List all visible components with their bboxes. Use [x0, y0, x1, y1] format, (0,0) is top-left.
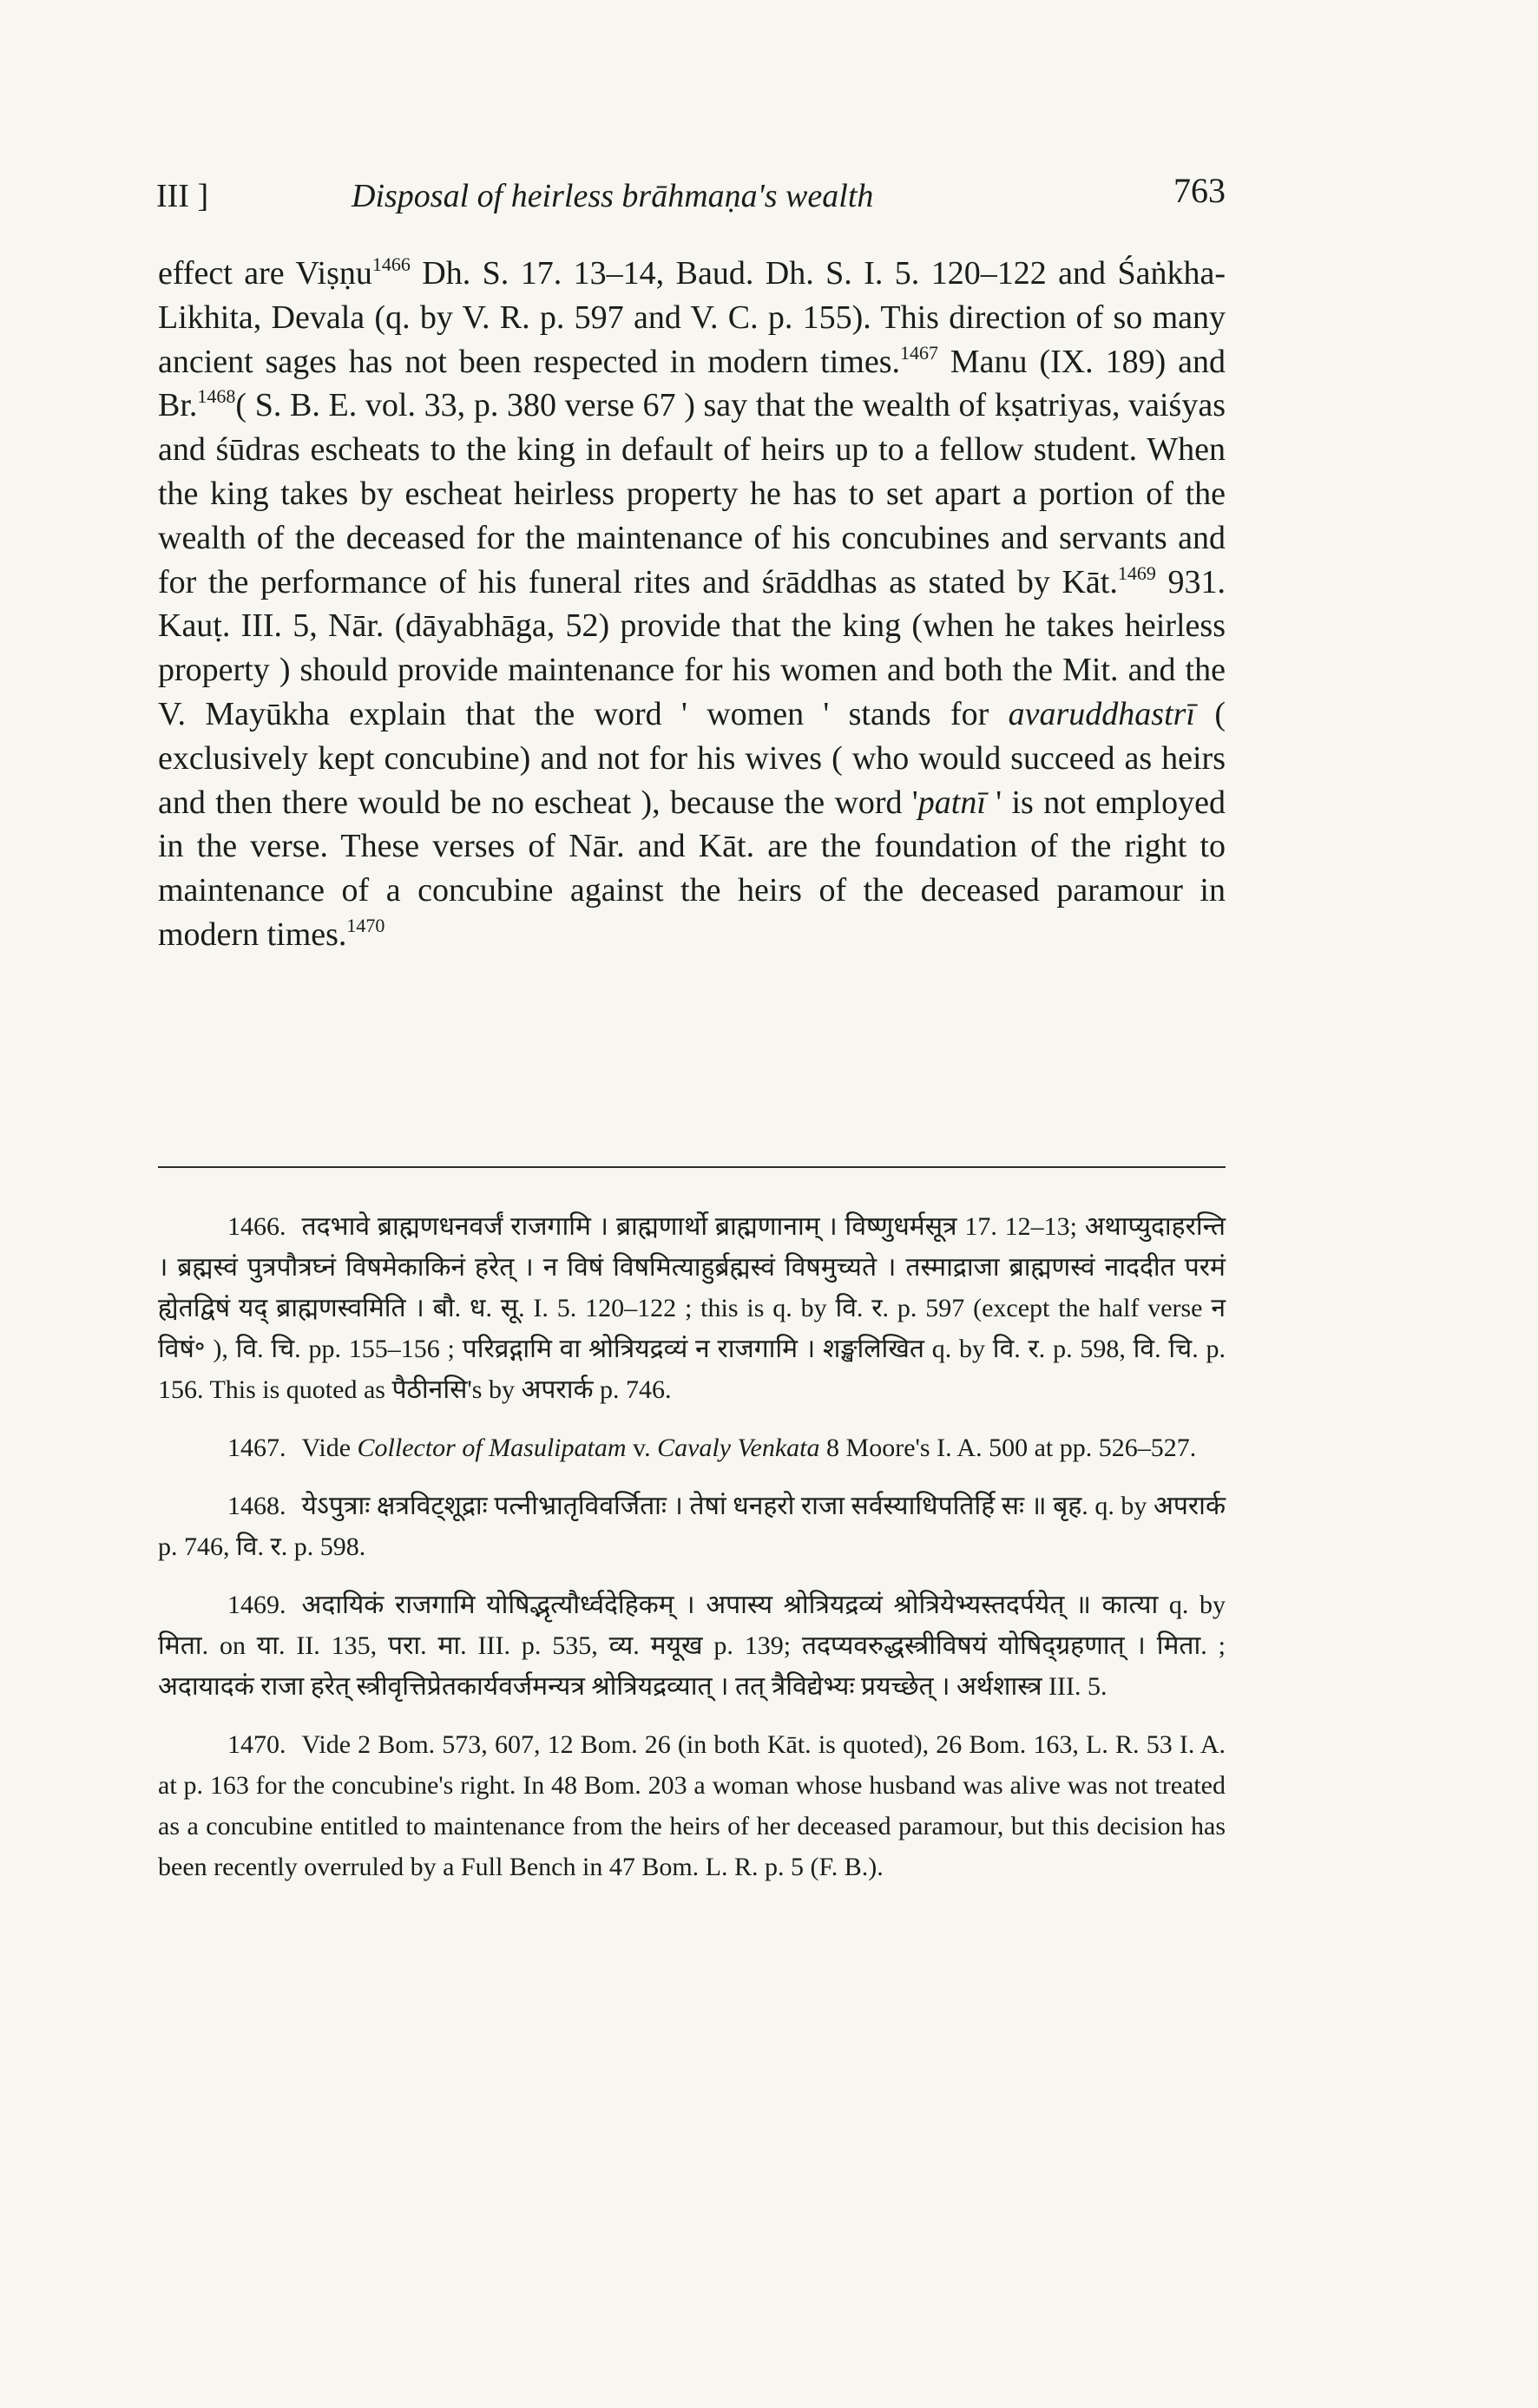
- footnote-text: तदभावे ब्राह्मणधनवर्जं राजगामि । ब्राह्मणार्थो ब्राह्मणानाम् । विष्णुधर्मसूत्र 17. 12–13; अथाप्युदाहरन्ति । ब्रह्मस्वं पुत्रपौत्रघ्नं विषमेकाकिनं हरेत् । न विषं विषमित्याहुर्ब्रह्मस्वं विषमुच्यते । तस्माद्राजा ब्राह्मणस्वं नाददीत परमं ह्येतद्विषं यद् ब्राह्मणस्वमिति । बौ. ध. सू. I. 5. 120–122 ; this is q. by वि. र. p. 597 (except the half verse न विषं॰ ), वि. चि. pp. 155–156 ; परिव्रद्गामि वा श्रोत्रियद्रव्यं न राजगामि । शङ्खलिखित q. by वि. र. p. 598, वि. चि. p. 156. This is quoted as पैठीनसि's by अपरार्क p. 746.: [158, 1212, 1226, 1404]
- running-title: Disposal of heirless brāhmaṇa's wealth: [352, 178, 874, 214]
- term-patni: patnī: [917, 784, 986, 821]
- footnote-number: 1466.: [227, 1212, 286, 1241]
- term-avaruddhastri: avaruddhastrī: [1008, 695, 1195, 732]
- footnote-number: 1469.: [227, 1591, 286, 1619]
- main-paragraph: [158, 252, 1226, 957]
- footnote-text: Vide: [301, 1434, 358, 1462]
- body-text-1: effect are Viṣṇu: [158, 255, 372, 292]
- case-name-2: Cavaly Venkata: [657, 1434, 820, 1462]
- body-text-2: Dh. S. 17. 13–14, Baud. Dh. S. I. 5. 120–122 and Śaṅkha-Likhita, Devala (q. by V. R. p. 597 and V. C. p. 155). This direction of so many ancient sages has not been respected in modern times.: [158, 255, 1226, 380]
- footnote-1470: [158, 1724, 1226, 1887]
- footnote-ref-1467[interactable]: 1467: [900, 341, 938, 364]
- footnote-number: 1470.: [227, 1730, 286, 1759]
- footnotes: [158, 1206, 1226, 1905]
- footnote-text: v.: [626, 1434, 658, 1462]
- footnote-ref-1466[interactable]: 1466: [371, 253, 411, 275]
- page-number: 763: [1173, 171, 1226, 210]
- footnote-text: अदायिकं राजगामि योषिद्भृत्यौर्ध्वदेहिकम् । अपास्य श्रोत्रियद्रव्यं श्रोत्रियेभ्यस्तदर्पयेत् ॥ कात्या q. by मिता. on या. II. 135, परा. मा. III. p. 535, व्य. मयूख p. 139; तदप्यवरुद्धस्त्रीविषयं योषिद्ग्रहणात् । मिता. ; अदायादकं राजा हरेत् स्त्रीवृत्तिप्रेतकार्यवर्जमन्यत्र श्रोत्रियद्रव्यात् । तत् त्रैविद्येभ्यः प्रयच्छेत् । अर्थशास्त्र III. 5.: [158, 1591, 1226, 1701]
- body-text-4: ( S. B. E. vol. 33, p. 380 verse 67 ) say that the wealth of kṣatriyas, vaiśyas and śūdras escheats to the king in default of heirs up to a fellow student. When the king takes by escheat heirless property he has to set apart a portion of the wealth of the deceased for the maintenance of his concubines and servants and for the performance of his funeral rites and śrāddhas as stated by Kāt.: [158, 387, 1226, 600]
- body-text-7: ' is not employed in the verse. These verses of Nār. and Kāt. are the foundation of the right to maintenance of a concubine against the heirs of the deceased paramour in modern times.: [158, 784, 1226, 953]
- footnote-text: Vide 2 Bom. 573, 607, 12 Bom. 26 (in both Kāt. is quoted), 26 Bom. 163, L. R. 53 I. A. at p. 163 for the concubine's right. In 48 Bom. 203 a woman whose husband was alive was not treated as a concubine entitled to maintenance from the heirs of her deceased paramour, but this decision has been recently overruled by a Full Bench in 47 Bom. L. R. p. 5 (F. B.).: [158, 1730, 1226, 1881]
- footnote-ref-1470[interactable]: 1470: [346, 914, 385, 936]
- running-header: [156, 170, 1226, 222]
- case-name-1: Collector of Masulipatam: [357, 1434, 627, 1462]
- chapter-marker: III ]: [156, 178, 209, 214]
- body-text-6: ( exclusively kept concubine) and not for his wives ( who would succeed as heirs and then there would be no escheat ), because the word ': [158, 695, 1226, 821]
- footnote-1466: [158, 1206, 1226, 1410]
- footnote-number: 1468.: [227, 1492, 286, 1520]
- body-text-5: 931. Kauṭ. III. 5, Nār. (dāyabhāga, 52) provide that the king (when he takes heirless property ) should provide maintenance for his women and both the Mit. and the V. Mayūkha explain that the word ' women ' stands for: [158, 563, 1226, 732]
- footnote-divider: [158, 1166, 1226, 1168]
- footnote-1469: [158, 1585, 1226, 1707]
- footnote-text: येऽपुत्राः क्षत्रविट्शूद्राः पत्नीभ्रातृविवर्जिताः । तेषां धनहरो राजा सर्वस्याधिपतिर्हि सः ॥ बृह. q. by अपरार्क p. 746, वि. र. p. 598.: [158, 1492, 1226, 1561]
- body-text-3: Manu (IX. 189) and Br.: [158, 343, 1226, 424]
- footnote-number: 1467.: [227, 1434, 286, 1462]
- footnote-1467: [158, 1427, 1226, 1468]
- footnote-text: 8 Moore's I. A. 500 at pp. 526–527.: [819, 1434, 1197, 1462]
- footnote-1468: [158, 1486, 1226, 1567]
- footnote-ref-1469[interactable]: 1469: [1117, 561, 1156, 584]
- footnote-ref-1468[interactable]: 1468: [197, 385, 236, 408]
